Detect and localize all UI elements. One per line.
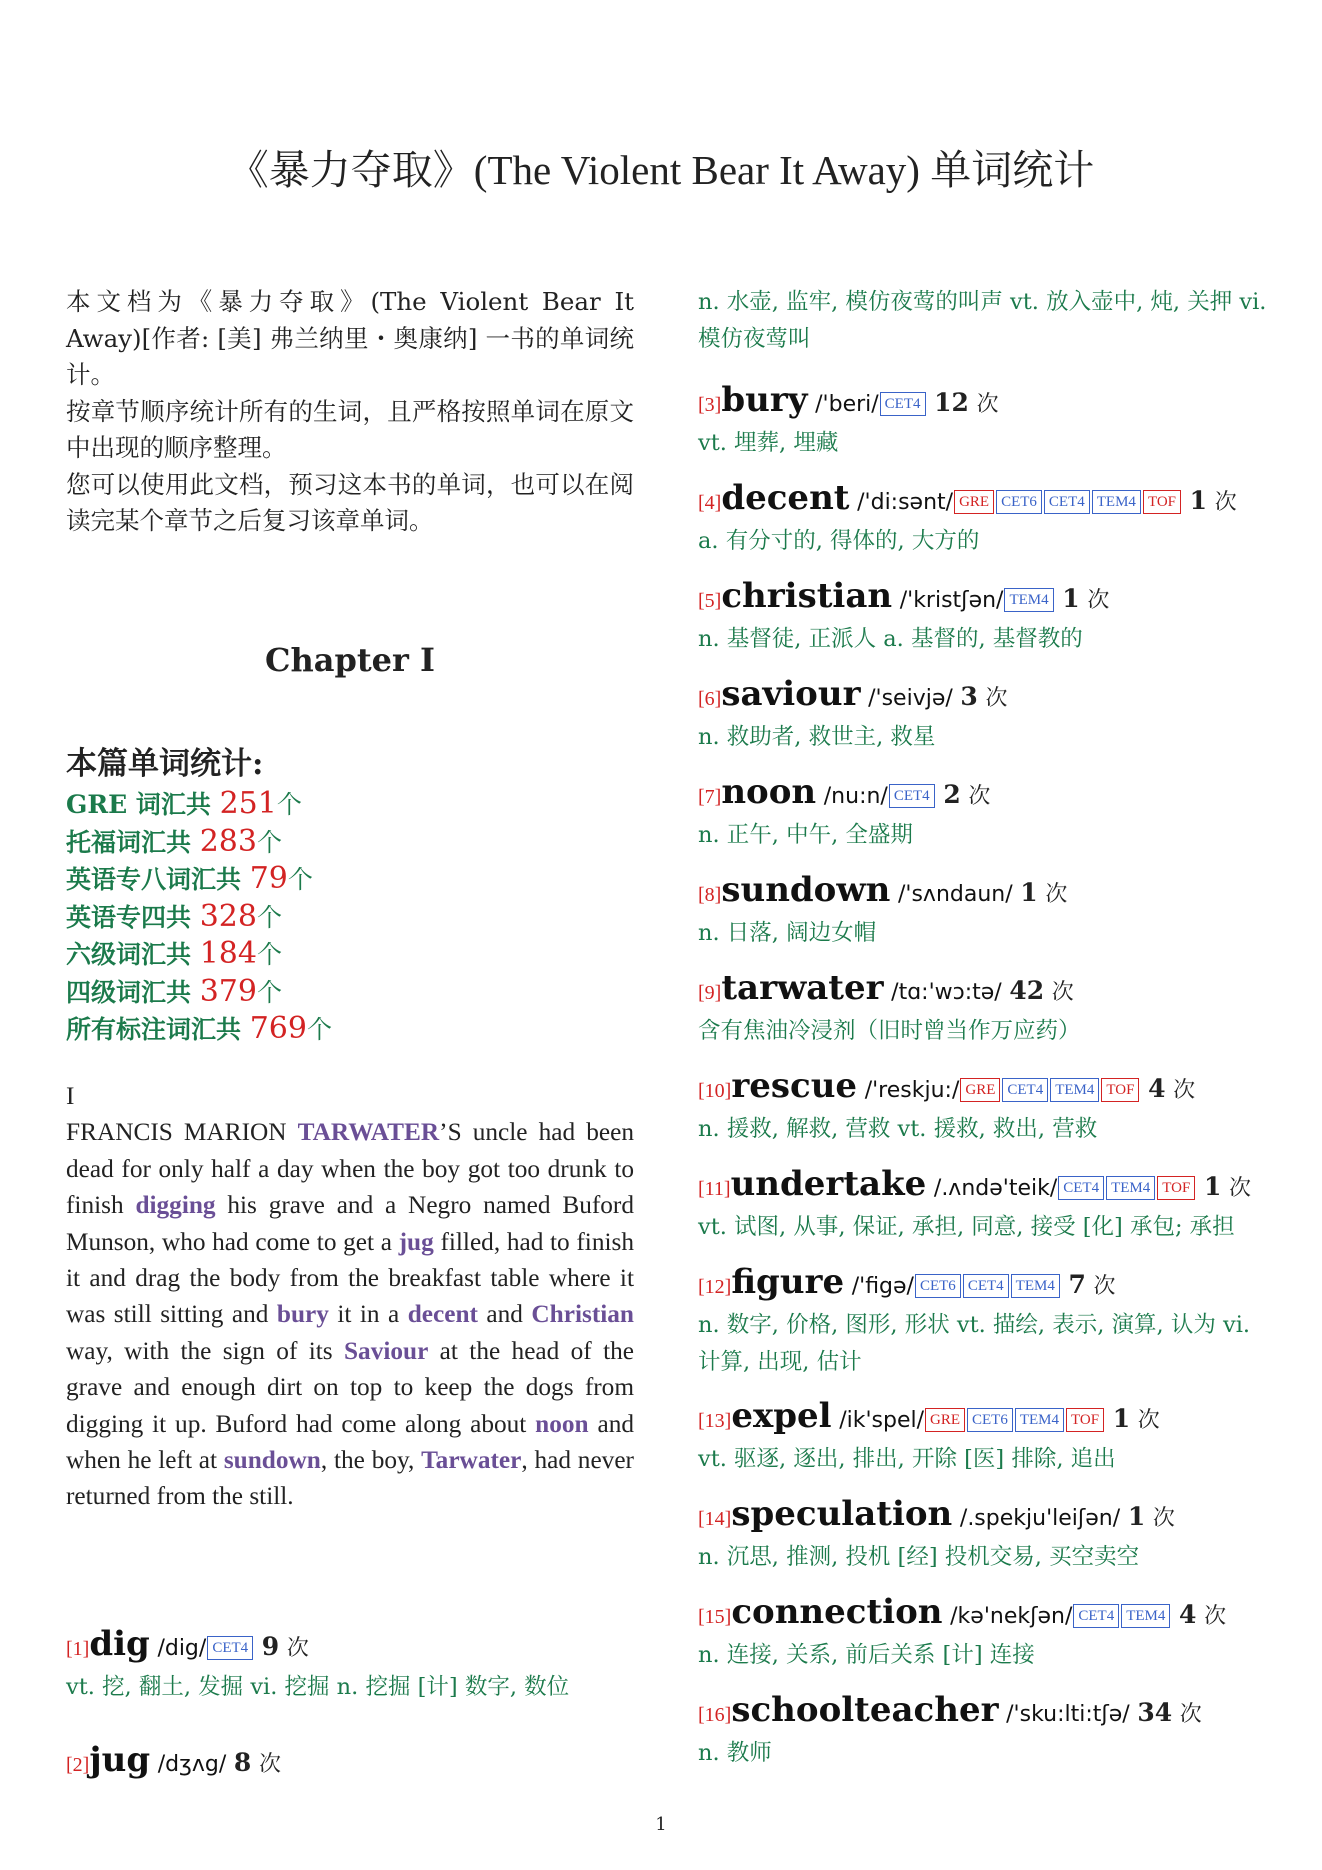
entry-definition: vt. 埋葬, 埋藏 [698,430,839,456]
entry-definition: n. 沉思, 推测, 投机 [经] 投机交易, 买空卖空 [698,1544,1140,1570]
keyword: bury [276,1300,329,1329]
entry-count-unit: 次 [1173,1078,1196,1103]
entry-definition: n. 数字, 价格, 图形, 形状 vt. 描绘, 表示, 演算, 认为 vi. 计算, 出现, 估计 [698,1312,1251,1375]
keyword: decent [407,1300,478,1329]
keyword: noon [535,1409,589,1438]
entry-phonetic: /'sku:lti:tʃə/ [1006,1702,1130,1727]
keyword: Christian [531,1300,634,1329]
exam-tag: CET4 [963,1274,1009,1298]
entry-head [698,576,1274,621]
entry-index: [1] [66,1638,90,1660]
entry-index: [3] [698,394,722,416]
intro-paragraph: 您可以使用此文档，预习这本书的单词，也可以在阅读完某个章节之后复习该章单词。 [66,469,634,535]
entry-word: expel [731,1396,832,1436]
entry-phonetic: /dʒʌg/ [157,1752,227,1777]
page-number: 1 [655,1814,667,1835]
entry-phonetic: /'figə/ [851,1274,914,1299]
intro-section [66,284,634,540]
entry-definition: n. 连接, 关系, 前后关系 [计] 连接 [698,1642,1035,1668]
entry-count: 1 [1203,1172,1222,1201]
stats-heading: 本篇单词统计: [66,746,264,782]
entry-word: undertake [730,1164,927,1204]
entry-index: [16] [698,1704,732,1726]
entry-head [698,1690,1274,1735]
entry-phonetic: /'di:sənt/ [857,490,954,515]
entry-count: 1 [1189,486,1208,515]
vocab-entry [698,478,1274,560]
entry-head [698,380,1274,425]
entry-count-unit: 次 [1051,980,1074,1005]
exam-tag: TEM4 [1050,1078,1099,1102]
keyword: Saviour [343,1336,429,1365]
entry-word: saviour [721,674,861,714]
vocab-entry [698,1164,1274,1246]
entry-definition: a. 有分寸的, 得体的, 大方的 [698,528,980,554]
entry-index: [9] [698,982,722,1004]
entry-phonetic: /'seivjə/ [868,686,953,711]
entry-count: 12 [934,388,969,417]
entry-word: tarwater [721,968,884,1008]
entry-word: speculation [731,1494,953,1534]
entry-count: 1 [1020,878,1038,907]
entry-head [698,478,1274,523]
entry-head [698,870,1274,915]
entry-index: [13] [698,1410,732,1432]
stat-row-gre: GRE 词汇共 251个 [66,786,302,821]
entry-definition: n. 基督徒, 正派人 a. 基督的, 基督教的 [698,626,1083,652]
entry-definition: vt. 挖, 翻土, 发掘 vi. 挖掘 n. 挖掘 [计] 数字, 数位 [66,1674,570,1700]
entry-index: [5] [698,590,722,612]
exam-tag: TEM4 [1106,1176,1155,1200]
entry-definition: n. 水壶, 监牢, 模仿夜莺的叫声 vt. 放入壶中, 炖, 关押 vi. 模仿夜莺叫 [698,289,1267,352]
entry-count-unit: 次 [976,392,999,417]
entry-count-unit: 次 [258,1752,281,1777]
entry-index: [11] [698,1178,731,1200]
vocab-entry [698,1592,1274,1674]
exam-tag: CET6 [915,1274,961,1298]
entry-count-unit: 次 [1137,1408,1160,1433]
entry-phonetic: /kə'nekʃən/ [950,1604,1073,1629]
exam-tag: CET4 [207,1636,253,1660]
word-stats [66,742,634,1049]
exam-tag: TEM4 [1092,490,1141,514]
vocab-entry [698,1396,1274,1478]
entry-definition: n. 救助者, 救世主, 救星 [698,724,936,750]
entry-phonetic: /ik'spel/ [839,1408,925,1433]
entry-head [66,1740,634,1785]
entry-count: 42 [1009,976,1045,1005]
entry-count-unit: 次 [1087,588,1110,613]
chapter-title: Chapter I [265,641,435,679]
entry-count-unit: 次 [1152,1506,1175,1531]
vocab-entry [698,1066,1274,1148]
entry-word: connection [731,1592,943,1632]
entry-count: 1 [1062,584,1080,613]
entry-index: [15] [698,1606,732,1628]
exam-tag: TOF [1157,1176,1195,1200]
entry-index: [7] [698,786,722,808]
entry-head [698,1494,1274,1539]
entry-word: jug [89,1740,151,1780]
exam-tag: CET6 [996,490,1042,514]
keyword: jug [398,1227,434,1256]
entry-phonetic: /'sʌndaun/ [898,882,1013,907]
entry-phonetic: /'beri/ [815,392,879,417]
entry-head [698,1164,1274,1209]
entry-word: rescue [731,1066,858,1106]
exam-tag: CET4 [1073,1604,1119,1628]
exam-tag: TOF [1101,1078,1139,1102]
entry-count-unit: 次 [1204,1604,1227,1629]
entry-count: 4 [1179,1600,1197,1629]
entry-index: [4] [698,492,722,514]
entry-index: [14] [698,1508,732,1530]
entry-count: 1 [1127,1502,1146,1531]
exam-tag: GRE [954,490,994,514]
exam-tag: TEM4 [1011,1274,1060,1298]
entry-phonetic: /.ʌndə'teik/ [933,1176,1058,1201]
exam-tag: TOF [1143,490,1181,514]
entry-definition: n. 教师 [698,1740,772,1766]
entry-word: bury [721,380,808,420]
intro-paragraph: 按章节顺序统计所有的生词，且严格按照单词在原文中出现的顺序整理。 [66,396,634,462]
entry-count: 8 [233,1748,252,1777]
vocab-entry [698,284,1274,357]
entry-definition: n. 日落, 阔边女帽 [698,920,877,946]
entry-index: [2] [66,1754,90,1776]
stat-row-cet4: 四级词汇共 379个 [66,973,282,1009]
keyword: TARWATER [297,1118,440,1147]
entry-head [698,1262,1274,1307]
vocab-entry [698,674,1274,756]
entry-count: 2 [943,780,961,809]
exam-tag: CET4 [1002,1078,1048,1102]
entry-phonetic: /'reskju:/ [864,1078,960,1103]
entry-word: christian [721,576,893,616]
exam-tag: GRE [925,1408,965,1432]
entry-index: [10] [698,1080,732,1102]
entry-head [698,772,1274,817]
vocab-entry [698,1690,1274,1772]
entry-word: dig [89,1624,150,1664]
entry-definition: n. 援救, 解救, 营救 vt. 援救, 救出, 营救 [698,1116,1098,1142]
entry-phonetic: /tɑ:'wɔ:tə/ [891,980,1002,1005]
entry-index: [12] [698,1276,732,1298]
section-heading: I [66,1082,75,1110]
vocab-entry [698,968,1274,1050]
keyword: sundown [223,1446,321,1475]
exam-tag: TEM4 [1121,1604,1170,1628]
entry-word: decent [721,478,850,518]
entry-head [698,1592,1274,1637]
entry-word: schoolteacher [731,1690,999,1730]
exam-tag: TEM4 [1004,588,1053,612]
exam-tag: GRE [960,1078,1000,1102]
entry-definition: vt. 驱逐, 逐出, 排出, 开除 [医] 排除, 追出 [698,1446,1116,1472]
exam-tag: CET4 [889,784,935,808]
entry-head [698,674,1274,719]
entry-count: 4 [1148,1074,1166,1103]
vocab-entry [698,1262,1274,1380]
vocab-entry [698,772,1274,854]
exam-tag: CET4 [1044,490,1090,514]
entry-phonetic: /nu:n/ [823,784,888,809]
entry-head [66,1624,634,1669]
entry-count-unit: 次 [1179,1702,1202,1727]
entry-phonetic: /'kristʃən/ [899,588,1004,613]
entry-word: sundown [721,870,891,910]
entry-definition: 含有焦油冷浸剂（旧时曾当作万应药） [698,1018,1081,1044]
stat-row-tem8: 英语专八词汇共 79个 [66,861,313,896]
entry-phonetic: /dig/ [157,1636,207,1661]
vocab-entry [698,870,1274,952]
story-text [66,1078,634,1515]
entry-phonetic: /.spekju'leiʃən/ [959,1506,1121,1531]
stat-row-tem4: 英语专四共 328个 [66,898,282,934]
page-title: 《暴力夺取》(The Violent Bear It Away) 单词统计 [227,147,1095,193]
entry-definition: n. 正午, 中午, 全盛期 [698,822,913,848]
entry-definition: vt. 试图, 从事, 保证, 承担, 同意, 接受 [化] 承包; 承担 [698,1214,1235,1240]
stat-row-toefl: 托福词汇共 283个 [66,823,282,859]
entry-count: 3 [960,682,978,711]
entry-count: 1 [1112,1404,1131,1433]
entry-count: 7 [1068,1270,1086,1299]
entry-head [698,968,1274,1013]
vocab-entry [698,1494,1274,1576]
entry-count-unit: 次 [1214,490,1237,515]
exam-tag: CET4 [1058,1176,1104,1200]
entry-count-unit: 次 [1229,1176,1252,1201]
stat-row-all: 所有标注词汇共 769个 [66,1011,332,1046]
story-paragraph: FRANCIS MARION TARWATER’S uncle had been dead for only half a day when the boy got too drunk to finish digging his grave and a Negro named Buford Munson, who had come to get a jug filled, had to finish it and drag the body from the breakfast table where it was still sitting and bury it in a decent and Christian way, with the sign of its Saviour at the head of the grave and enough dirt on top to keep the dogs from digging it up. Buford had come along about noon and when he left at sundown, the boy, Tarwater, had never returned from the still. [66,1118,634,1511]
entry-word: figure [731,1262,845,1302]
entry-count: 9 [261,1632,280,1661]
entry-word: noon [721,772,817,812]
entry-head [698,1066,1274,1111]
exam-tag: CET6 [967,1408,1013,1432]
exam-tag: TOF [1066,1408,1104,1432]
exam-tag: CET4 [880,392,926,416]
entry-index: [6] [698,688,722,710]
vocab-entry [698,576,1274,658]
entry-count: 34 [1137,1698,1173,1727]
stat-row-cet6: 六级词汇共 184个 [66,936,282,971]
entry-head [698,1396,1274,1441]
entry-count-unit: 次 [1093,1274,1116,1299]
exam-tag: TEM4 [1015,1408,1064,1432]
intro-paragraph: 本文档为《暴力夺取》(The Violent Bear It Away)[作者: [美] 弗兰纳里・奥康纳] 一书的单词统计。 [66,287,634,389]
entry-count-unit: 次 [1045,882,1068,907]
keyword: digging [135,1191,216,1220]
entry-count-unit: 次 [286,1636,309,1661]
vocab-entry [66,1740,634,1785]
keyword: Tarwater [421,1446,522,1475]
vocab-entry [66,1624,634,1706]
entry-index: [8] [698,884,722,906]
vocab-entry [698,380,1274,462]
entry-count-unit: 次 [985,686,1008,711]
entry-count-unit: 次 [968,784,991,809]
